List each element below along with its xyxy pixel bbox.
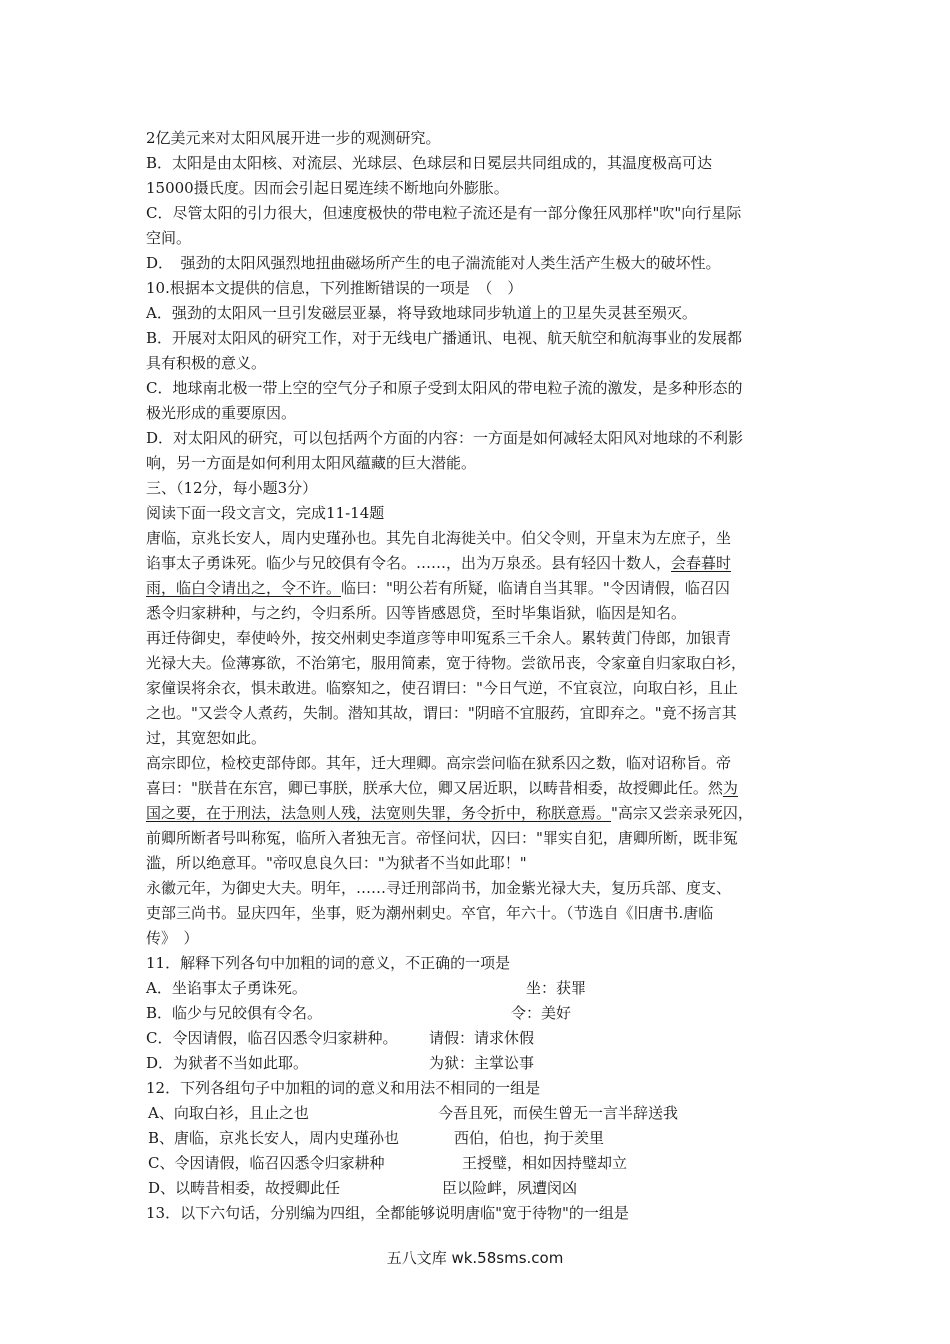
text-line: 15000摄氏度。因而会引起日冕连续不断地向外膨胀。	[146, 179, 509, 197]
passage-line: 家僮误将余衣，惧未敢进。临察知之，使召谓曰："今日气逆，不宜哀泣，向取白衫，且止	[146, 679, 738, 697]
option-sentence: D．为狱者不当如此耶。	[146, 1054, 309, 1072]
option-sentence: 西伯，伯也，拘于羑里	[454, 1129, 605, 1147]
passage-line	[146, 552, 731, 574]
option-gloss: 请假：请求休假	[429, 1029, 535, 1047]
instruction: 阅读下面一段文言文，完成11-14题	[146, 504, 385, 522]
option-sentence: 今吾且死，而侯生曾无一言半辞送我	[438, 1104, 679, 1122]
passage-line: 永徽元年，为御史大夫。明年，……寻迁刑部尚书，加金紫光禄大夫，复历兵部、度支、	[146, 879, 732, 897]
option-sentence: C、令因请假，临召囚悉令归家耕种	[148, 1154, 385, 1172]
passage-line: 之也。"又尝令人煮药，失制。潜知其故，谓曰："阴暗不宜服药，宜即弃之。"竟不扬言其	[146, 704, 737, 722]
option-sentence: C．令因请假，临召囚悉令归家耕种。	[146, 1029, 398, 1047]
passage-line: 过，其宽恕如此。	[146, 729, 267, 747]
underlined-text: 为	[722, 779, 738, 797]
passage-line: 光禄大夫。俭薄寡欲，不治第宅，服用简素，宽于待物。尝欲吊丧，令家童自归家取白衫，	[146, 654, 747, 672]
passage-line	[146, 577, 730, 599]
text-line: 响，另一方面是如何利用太阳风蕴藏的巨大潜能。	[146, 454, 477, 472]
question-10: 10.根据本文提供的信息，下列推断错误的一项是 （ ）	[146, 279, 523, 297]
text-line: D． 强劲的太阳风强烈地扭曲磁场所产生的电子湍流能对人类生活产生极大的破坏性。	[146, 254, 721, 272]
passage-text: 谄事太子勇诛死。临少与兄皎俱有令名。……，出为万泉丞。县有轻囚十数人，	[146, 554, 672, 572]
passage-line: 再迁侍御史，奉使岭外，按交州刺史李道彦等申叩冤系三千余人。累转黄门侍郎，加银青	[146, 629, 732, 647]
option-sentence: 臣以险衅，夙遭闵凶	[442, 1179, 578, 1197]
text-line: 极光形成的重要原因。	[146, 404, 297, 422]
passage-text: 临曰："明公若有所疑，临请自当其罪。"令因请假，临召囚	[341, 579, 730, 597]
passage-line: 吏部三尚书。显庆四年，坐事，贬为潮州刺史。卒官，年六十。（节选自《旧唐书.唐临	[146, 904, 714, 922]
passage-line	[146, 802, 753, 824]
passage-line	[146, 777, 738, 799]
footer-watermark: 五八文库 wk.58sms.com	[386, 1249, 564, 1267]
underlined-text: 国之要，在于刑法，法急则人残，法宽则失罪，务令折中，称朕意焉。	[146, 804, 612, 822]
option-a: A．强劲的太阳风一旦引发磁层亚暴，将导致地球同步轨道上的卫星失灵甚至殒灭。	[146, 304, 697, 322]
option-sentence: A．坐谄事太子勇诛死。	[146, 979, 307, 997]
text-line: C．尽管太阳的引力很大，但速度极快的带电粒子流还是有一部分像狂风那样"吹"向行星际	[146, 204, 742, 222]
passage-line: 悉令归家耕种，与之约，令归系所。囚等皆感恩贷，至时毕集诣狱，临因是知名。	[146, 604, 687, 622]
option-sentence: B．临少与兄皎俱有令名。	[146, 1004, 323, 1022]
option-gloss: 为狱：主掌讼事	[429, 1054, 535, 1072]
text-line: 具有积极的意义。	[146, 354, 267, 372]
passage-line: 传》 ）	[146, 929, 199, 947]
option-gloss: 令：美好	[511, 1004, 572, 1022]
option-sentence: 王授璧，相如因持璧却立	[462, 1154, 628, 1172]
section-heading: 三、（12分，每小题3分）	[146, 479, 318, 497]
underlined-text: 会春暮时	[671, 554, 732, 572]
question-12: 12．下列各组句子中加粗的词的意义和用法不相同的一组是	[146, 1079, 541, 1097]
option-sentence: B、唐临，京兆长安人，周内史瑾孙也	[148, 1129, 400, 1147]
text-line: 空间。	[146, 229, 192, 247]
option-sentence: A、向取白衫，且止之也	[148, 1104, 309, 1122]
question-11: 11．解释下列各句中加粗的词的意义，不正确的一项是	[146, 954, 511, 972]
passage-line: 唐临，京兆长安人，周内史瑾孙也。其先自北海徙关中。伯父令则，开皇末为左庶子，坐	[146, 529, 732, 547]
passage-line: 滥，所以绝意耳。"帝叹息良久曰："为狱者不当如此耶！"	[146, 854, 527, 872]
option-b: B．开展对太阳风的研究工作，对于无线电广播通讯、电视、航天航空和航海事业的发展都	[146, 329, 743, 347]
passage-text: "高宗又尝亲录死囚，	[611, 804, 753, 822]
text-line: B．太阳是由太阳核、对流层、光球层、色球层和日冕层共同组成的，其温度极高可达	[146, 154, 713, 172]
text-line: 2亿美元来对太阳风展开进一步的观测研究。	[146, 129, 441, 147]
passage-line: 高宗即位，检校吏部侍郎。其年，迁大理卿。高宗尝问临在狱系囚之数，临对诏称旨。帝	[146, 754, 732, 772]
underlined-text: 雨，临白令请出之，令不许。	[146, 579, 342, 597]
question-13: 13．以下六句话，分别编为四组，全都能够说明唐临"宽于待物"的一组是	[146, 1204, 629, 1222]
option-c: C．地球南北极一带上空的空气分子和原子受到太阳风的带电粒子流的激发，是多种形态的	[146, 379, 743, 397]
passage-line: 前卿所断者号叫称冤，临所入者独无言。帝怪问状，囚曰："罪实自犯，唐卿所断，既非冤	[146, 829, 738, 847]
option-sentence: D、以畴昔相委，故授卿此任	[148, 1179, 341, 1197]
passage-text: 喜曰："朕昔在东宫，卿已事朕，朕承大位，卿又居近职，以畴昔相委，故授卿此任。然	[146, 779, 723, 797]
option-d: D．对太阳风的研究，可以包括两个方面的内容：一方面是如何减轻太阳风对地球的不利影	[146, 429, 744, 447]
option-gloss: 坐：获罪	[526, 979, 587, 997]
